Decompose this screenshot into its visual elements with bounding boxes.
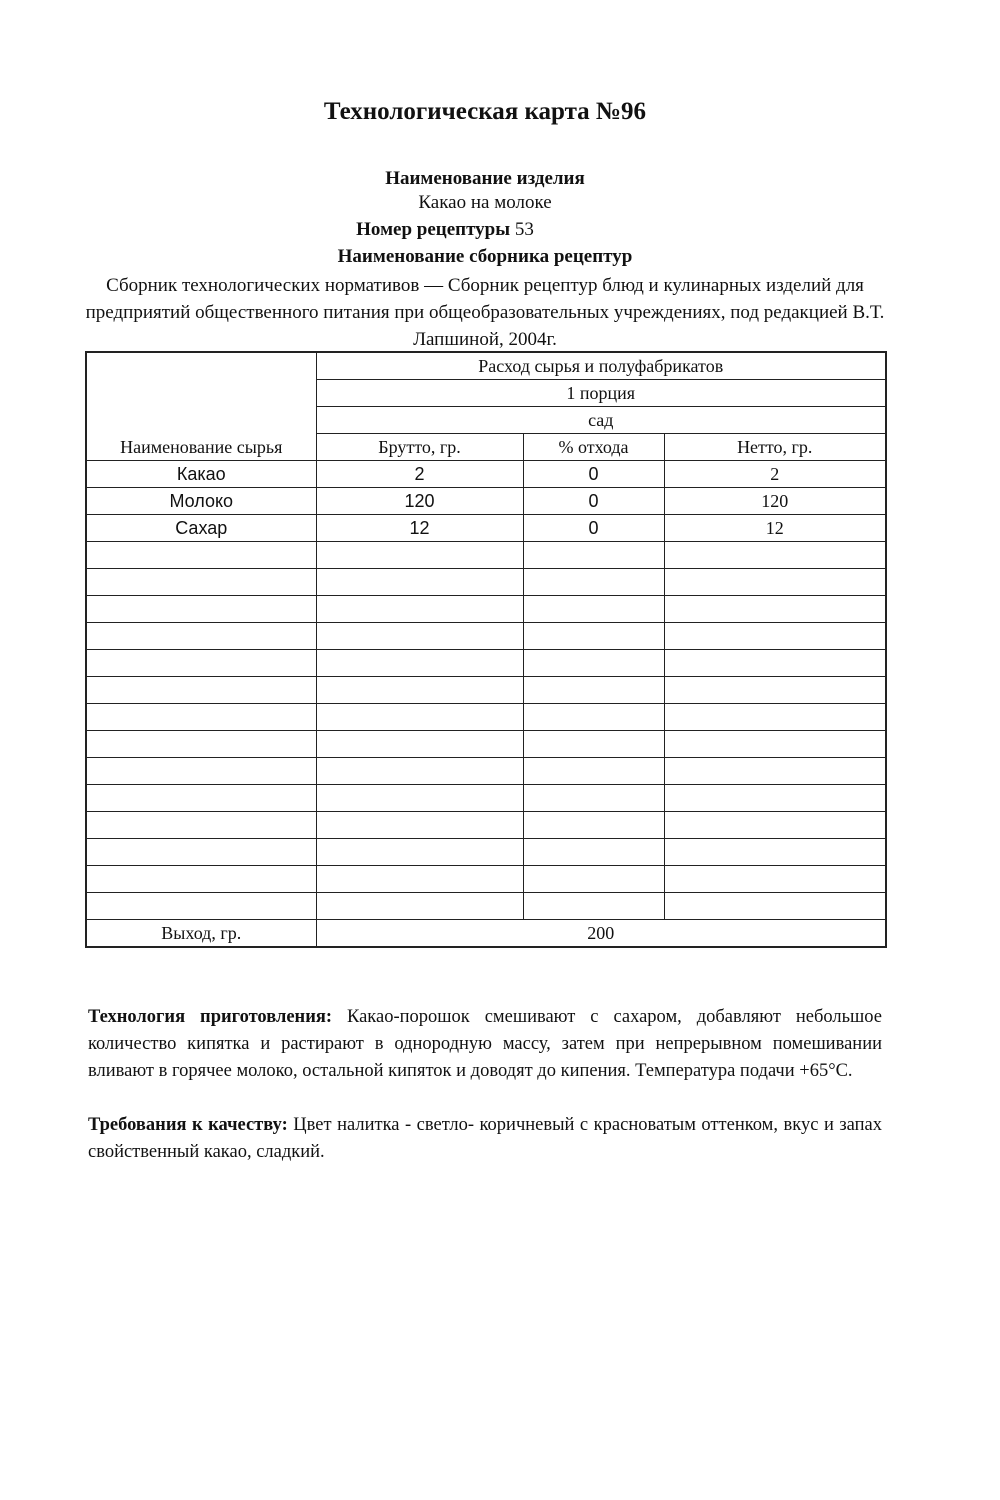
empty-row <box>86 758 886 785</box>
empty-cell <box>86 623 316 650</box>
empty-cell <box>664 650 886 677</box>
empty-cell <box>86 704 316 731</box>
empty-row <box>86 677 886 704</box>
empty-cell <box>86 785 316 812</box>
empty-cell <box>664 893 886 920</box>
empty-row <box>86 623 886 650</box>
header-group: сад <box>316 407 886 434</box>
quality-label: Требования к качеству: <box>88 1115 288 1135</box>
empty-row <box>86 812 886 839</box>
technology-paragraph <box>88 1004 882 1085</box>
empty-cell <box>86 596 316 623</box>
technology-text: Какао-порошок смешивают с сахаром, добавляют небольшое количество кипятка и растирают в однородную массу, затем при непрерывном помешивании вливают в горячее молоко, остальной кипяток и доводят до кипения. Температура подачи +65°С. <box>88 1007 882 1081</box>
empty-cell <box>316 866 523 893</box>
header-portion: 1 порция <box>316 380 886 407</box>
column-header-netto: Нетто, гр. <box>664 434 886 461</box>
empty-cell <box>316 569 523 596</box>
empty-cell <box>86 731 316 758</box>
table-row <box>86 515 886 542</box>
empty-cell <box>316 677 523 704</box>
empty-cell <box>523 542 664 569</box>
empty-cell <box>664 677 886 704</box>
empty-cell <box>86 542 316 569</box>
ingredients-table <box>85 351 887 948</box>
empty-cell <box>86 866 316 893</box>
quality-paragraph <box>88 1112 882 1166</box>
empty-cell <box>523 596 664 623</box>
empty-cell <box>86 650 316 677</box>
cell-waste: 0 <box>523 515 664 542</box>
cell-brutto: 12 <box>316 515 523 542</box>
empty-cell <box>316 731 523 758</box>
empty-cell <box>316 812 523 839</box>
empty-row <box>86 731 886 758</box>
empty-cell <box>523 569 664 596</box>
empty-cell <box>664 623 886 650</box>
empty-row <box>86 893 886 920</box>
product-name: Какао на молоке <box>418 192 552 213</box>
empty-cell <box>664 839 886 866</box>
empty-cell <box>664 596 886 623</box>
empty-row <box>86 839 886 866</box>
empty-cell <box>523 650 664 677</box>
yield-label: Выход, гр. <box>86 920 316 948</box>
empty-cell <box>86 812 316 839</box>
empty-cell <box>664 704 886 731</box>
technology-label: Технология приготовления: <box>88 1007 333 1027</box>
quality-text: Цвет налитка - светло- коричневый с красноватым оттенком, вкус и запах свойственный какао, сладкий. <box>88 1115 882 1162</box>
yield-row <box>86 920 886 948</box>
empty-cell <box>316 596 523 623</box>
recipe-number-value: 53 <box>514 219 534 240</box>
cell-name: Сахар <box>86 515 316 542</box>
empty-cell <box>664 731 886 758</box>
empty-cell <box>86 893 316 920</box>
empty-cell <box>86 758 316 785</box>
recipe-number <box>0 219 930 241</box>
empty-cell <box>664 866 886 893</box>
empty-cell <box>523 623 664 650</box>
empty-cell <box>86 569 316 596</box>
table-row <box>86 461 886 488</box>
empty-row <box>86 785 886 812</box>
empty-cell <box>316 785 523 812</box>
empty-cell <box>664 812 886 839</box>
cell-netto: 120 <box>664 488 886 515</box>
cell-name: Молоко <box>86 488 316 515</box>
empty-cell <box>523 866 664 893</box>
cell-name: Какао <box>86 461 316 488</box>
empty-cell <box>316 704 523 731</box>
empty-row <box>86 542 886 569</box>
cell-waste: 0 <box>523 461 664 488</box>
cell-waste: 0 <box>523 488 664 515</box>
empty-row <box>86 569 886 596</box>
empty-cell <box>86 677 316 704</box>
empty-row <box>86 650 886 677</box>
empty-row <box>86 866 886 893</box>
empty-cell <box>316 758 523 785</box>
empty-cell <box>523 785 664 812</box>
header-consumption: Расход сырья и полуфабрикатов <box>316 352 886 380</box>
empty-row <box>86 596 886 623</box>
empty-cell <box>523 758 664 785</box>
empty-cell <box>523 893 664 920</box>
collection-label: Наименование сборника рецептур <box>337 246 633 267</box>
empty-cell <box>86 839 316 866</box>
empty-cell <box>523 839 664 866</box>
cell-netto: 2 <box>664 461 886 488</box>
collection-source: Сборник технологических нормативов — Сборник рецептур блюд и кулинарных изделий для предприятий общественного питания при общеобразовательных учреждениях, под редакцией В.Т. Лапшиной, 2004г. <box>85 275 885 350</box>
page-title: Технологическая карта №96 <box>323 98 647 125</box>
empty-cell <box>316 839 523 866</box>
cell-brutto: 120 <box>316 488 523 515</box>
empty-cell <box>316 650 523 677</box>
column-header-waste: % отхода <box>523 434 664 461</box>
yield-value: 200 <box>316 920 886 948</box>
column-header-brutto: Брутто, гр. <box>316 434 523 461</box>
empty-cell <box>316 623 523 650</box>
empty-cell <box>523 812 664 839</box>
empty-cell <box>664 542 886 569</box>
column-header-name: Наименование сырья <box>86 352 316 461</box>
empty-cell <box>664 758 886 785</box>
empty-cell <box>316 893 523 920</box>
empty-cell <box>316 542 523 569</box>
table-row <box>86 488 886 515</box>
empty-cell <box>664 785 886 812</box>
product-label: Наименование изделия <box>385 168 585 189</box>
cell-netto: 12 <box>664 515 886 542</box>
empty-cell <box>523 677 664 704</box>
empty-cell <box>523 704 664 731</box>
cell-brutto: 2 <box>316 461 523 488</box>
empty-cell <box>664 569 886 596</box>
empty-cell <box>523 731 664 758</box>
recipe-number-label: Номер рецептуры <box>356 219 511 240</box>
empty-row <box>86 704 886 731</box>
